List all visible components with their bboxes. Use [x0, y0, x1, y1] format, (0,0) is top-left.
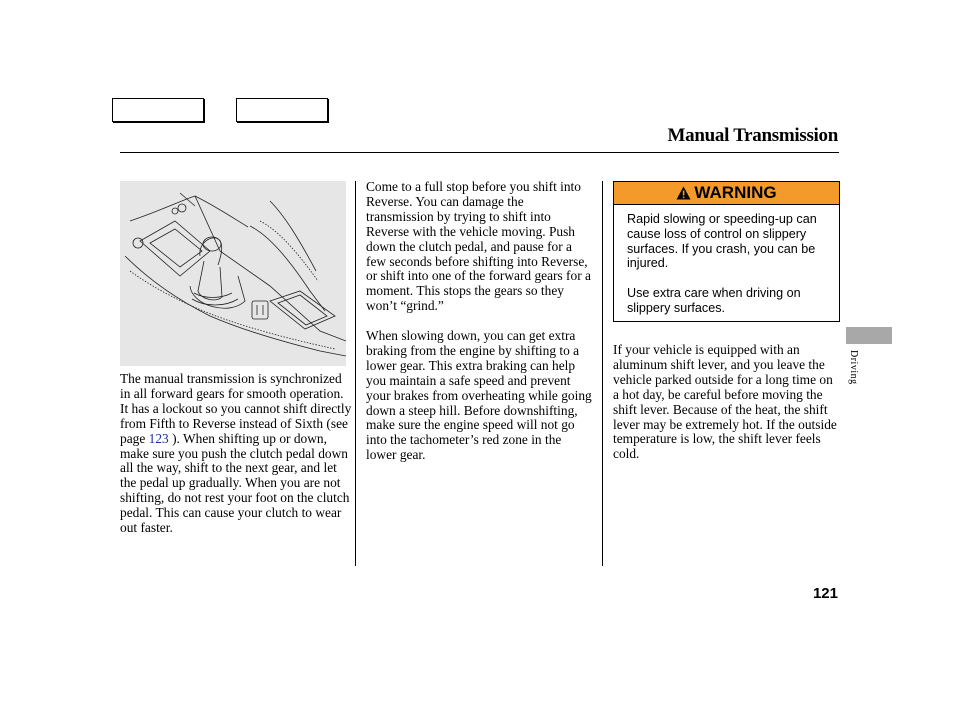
column-divider-2: [602, 181, 603, 566]
paragraph: Come to a full stop before you shift into Reverse. You can damage the transmission by trying to shift into Reverse with the vehicle moving. Push down the clutch pedal, and pause for a few seconds before shifting into Reverse, or shift into one of the forward gears for a moment. This stops the gears so they won’t “grind.”: [366, 179, 591, 314]
title-divider: [120, 152, 839, 153]
page-title: Manual Transmission: [667, 125, 838, 146]
shift-lever-illustration: [120, 181, 346, 366]
nav-next-button[interactable]: [236, 98, 328, 122]
nav-previous-button[interactable]: [112, 98, 204, 122]
paragraph: If your vehicle is equipped with an aluminum shift lever, and you leave the vehicle parked outside for a long time on a hot day, be careful before moving the shift lever. Because of the heat, the shift lever may be extremely hot. If the outside temperature is low, the shift lever feels cold.: [613, 342, 837, 462]
column-divider-1: [355, 181, 356, 566]
warning-body: [614, 205, 839, 316]
column-1-text: [120, 372, 352, 536]
page-reference-link[interactable]: 123: [148, 430, 169, 446]
section-tab[interactable]: [846, 327, 892, 344]
warning-paragraph: Use extra care when driving on slippery surfaces.: [627, 285, 801, 315]
warning-label: WARNING: [694, 183, 777, 202]
warning-paragraph: Rapid slowing or speeding-up can cause loss of control on slippery surfaces. If you crash, you can be injured.: [627, 212, 817, 271]
paragraph: When slowing down, you can get extra braking from the engine by shifting to a lower gear. This extra braking can help you maintain a safe speed and prevent your brakes from overheating while going down a steep hill. Before downshifting, make sure the engine speed will not go into the tachometer’s red zone in the lower gear.: [366, 328, 592, 463]
column-1-text-before-link: The manual transmission is synchronized in all forward gears for smooth operation. It has a lockout so you cannot shift directly from Fifth to Reverse instead of Sixth (see page: [120, 371, 352, 446]
column-1-text-after-link: ). When shifting up or down, make sure you push the clutch pedal down all the way, shift to the next gear, and let the pedal up gradually. When you are not shifting, do not rest your foot on the clutch pedal. This can cause your clutch to wear out faster.: [120, 430, 350, 536]
section-label: Driving: [848, 350, 859, 385]
warning-header: [614, 182, 839, 205]
warning-triangle-icon: [676, 186, 691, 200]
warning-box: [613, 181, 840, 322]
column-2-text: [366, 180, 594, 478]
column-3-text: [613, 343, 841, 477]
page-number: 121: [812, 585, 838, 602]
